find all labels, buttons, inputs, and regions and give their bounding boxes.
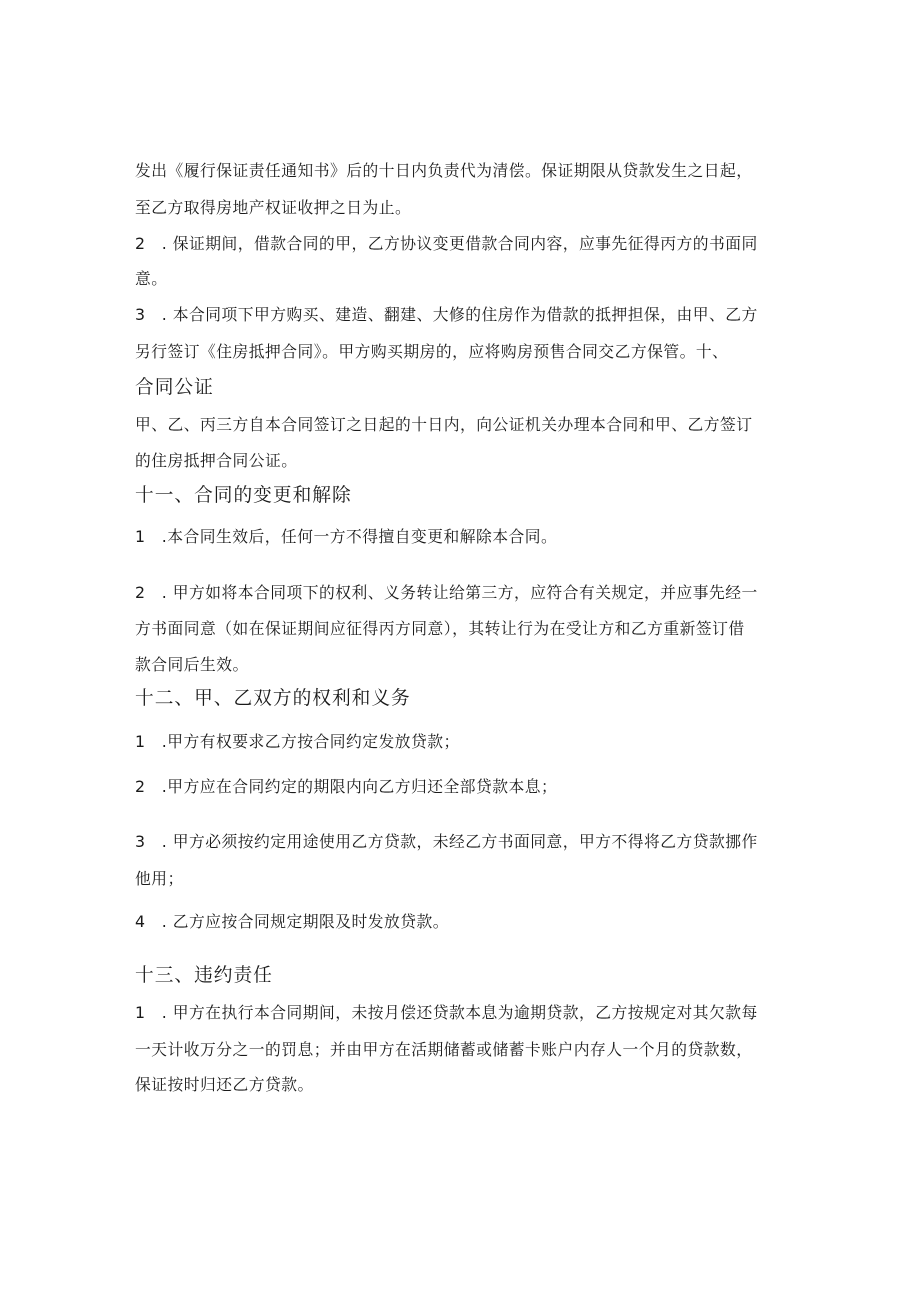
text-line: 他用； bbox=[135, 869, 184, 888]
text-line: 一天计收万分之一的罚息；并由甲方在活期储蓄或储蓄卡账户内存人一个月的贷款数， bbox=[135, 1040, 753, 1059]
text-line: 至乙方取得房地产权证收押之日为止。 bbox=[135, 198, 412, 217]
text-line: 1 .甲方有权要求乙方按合同约定发放贷款； bbox=[135, 732, 460, 751]
text-line: 保证按时归还乙方贷款。 bbox=[135, 1075, 314, 1094]
text-line: 1 . 甲方在执行本合同期间，未按月偿还贷款本息为逾期贷款，乙方按规定对其欠款每 bbox=[135, 1003, 758, 1022]
text-line: 3 . 甲方必须按约定用途使用乙方贷款，未经乙方书面同意，甲方不得将乙方贷款挪作 bbox=[135, 832, 758, 851]
text-line: 发出《履行保证责任通知书》后的十日内负责代为清偿。保证期限从贷款发生之日起， bbox=[135, 161, 753, 180]
text-line: 2 .甲方应在合同约定的期限内向乙方归还全部贷款本息； bbox=[135, 777, 558, 796]
text-line: 方书面同意（如在保证期间应征得丙方同意），其转让行为在受让方和乙方重新签订借 bbox=[135, 619, 745, 638]
text-line: 2 . 甲方如将本合同项下的权利、义务转让给第三方，应符合有关规定，并应事先经一 bbox=[135, 583, 758, 602]
text-line: 4 . 乙方应按合同规定期限及时发放贷款。 bbox=[135, 912, 450, 931]
text-line: 款合同后生效。 bbox=[135, 655, 249, 674]
section-heading: 十二、甲、乙双方的权利和义务 bbox=[135, 687, 411, 709]
section-heading: 合同公证 bbox=[135, 376, 214, 398]
text-line: 甲、乙、丙三方自本合同签订之日起的十日内，向公证机关办理本合同和甲、乙方签订 bbox=[135, 415, 753, 434]
text-line: 意。 bbox=[135, 269, 168, 288]
text-line: 另行签订《住房抵押合同》。甲方购买期房的，应将购房预售合同交乙方保管。十、 bbox=[135, 342, 729, 361]
text-line: 1 .本合同生效后，任何一方不得擅自变更和解除本合同。 bbox=[135, 527, 558, 546]
section-heading: 十三、违约责任 bbox=[135, 964, 273, 986]
text-line: 2 . 保证期间，借款合同的甲，乙方协议变更借款合同内容，应事先征得丙方的书面同 bbox=[135, 234, 758, 253]
section-heading: 十一、合同的变更和解除 bbox=[135, 484, 352, 506]
text-line: 3 . 本合同项下甲方购买、建造、翻建、大修的住房作为借款的抵押担保，由甲、乙方 bbox=[135, 305, 758, 324]
text-line: 的住房抵押合同公证。 bbox=[135, 451, 298, 470]
